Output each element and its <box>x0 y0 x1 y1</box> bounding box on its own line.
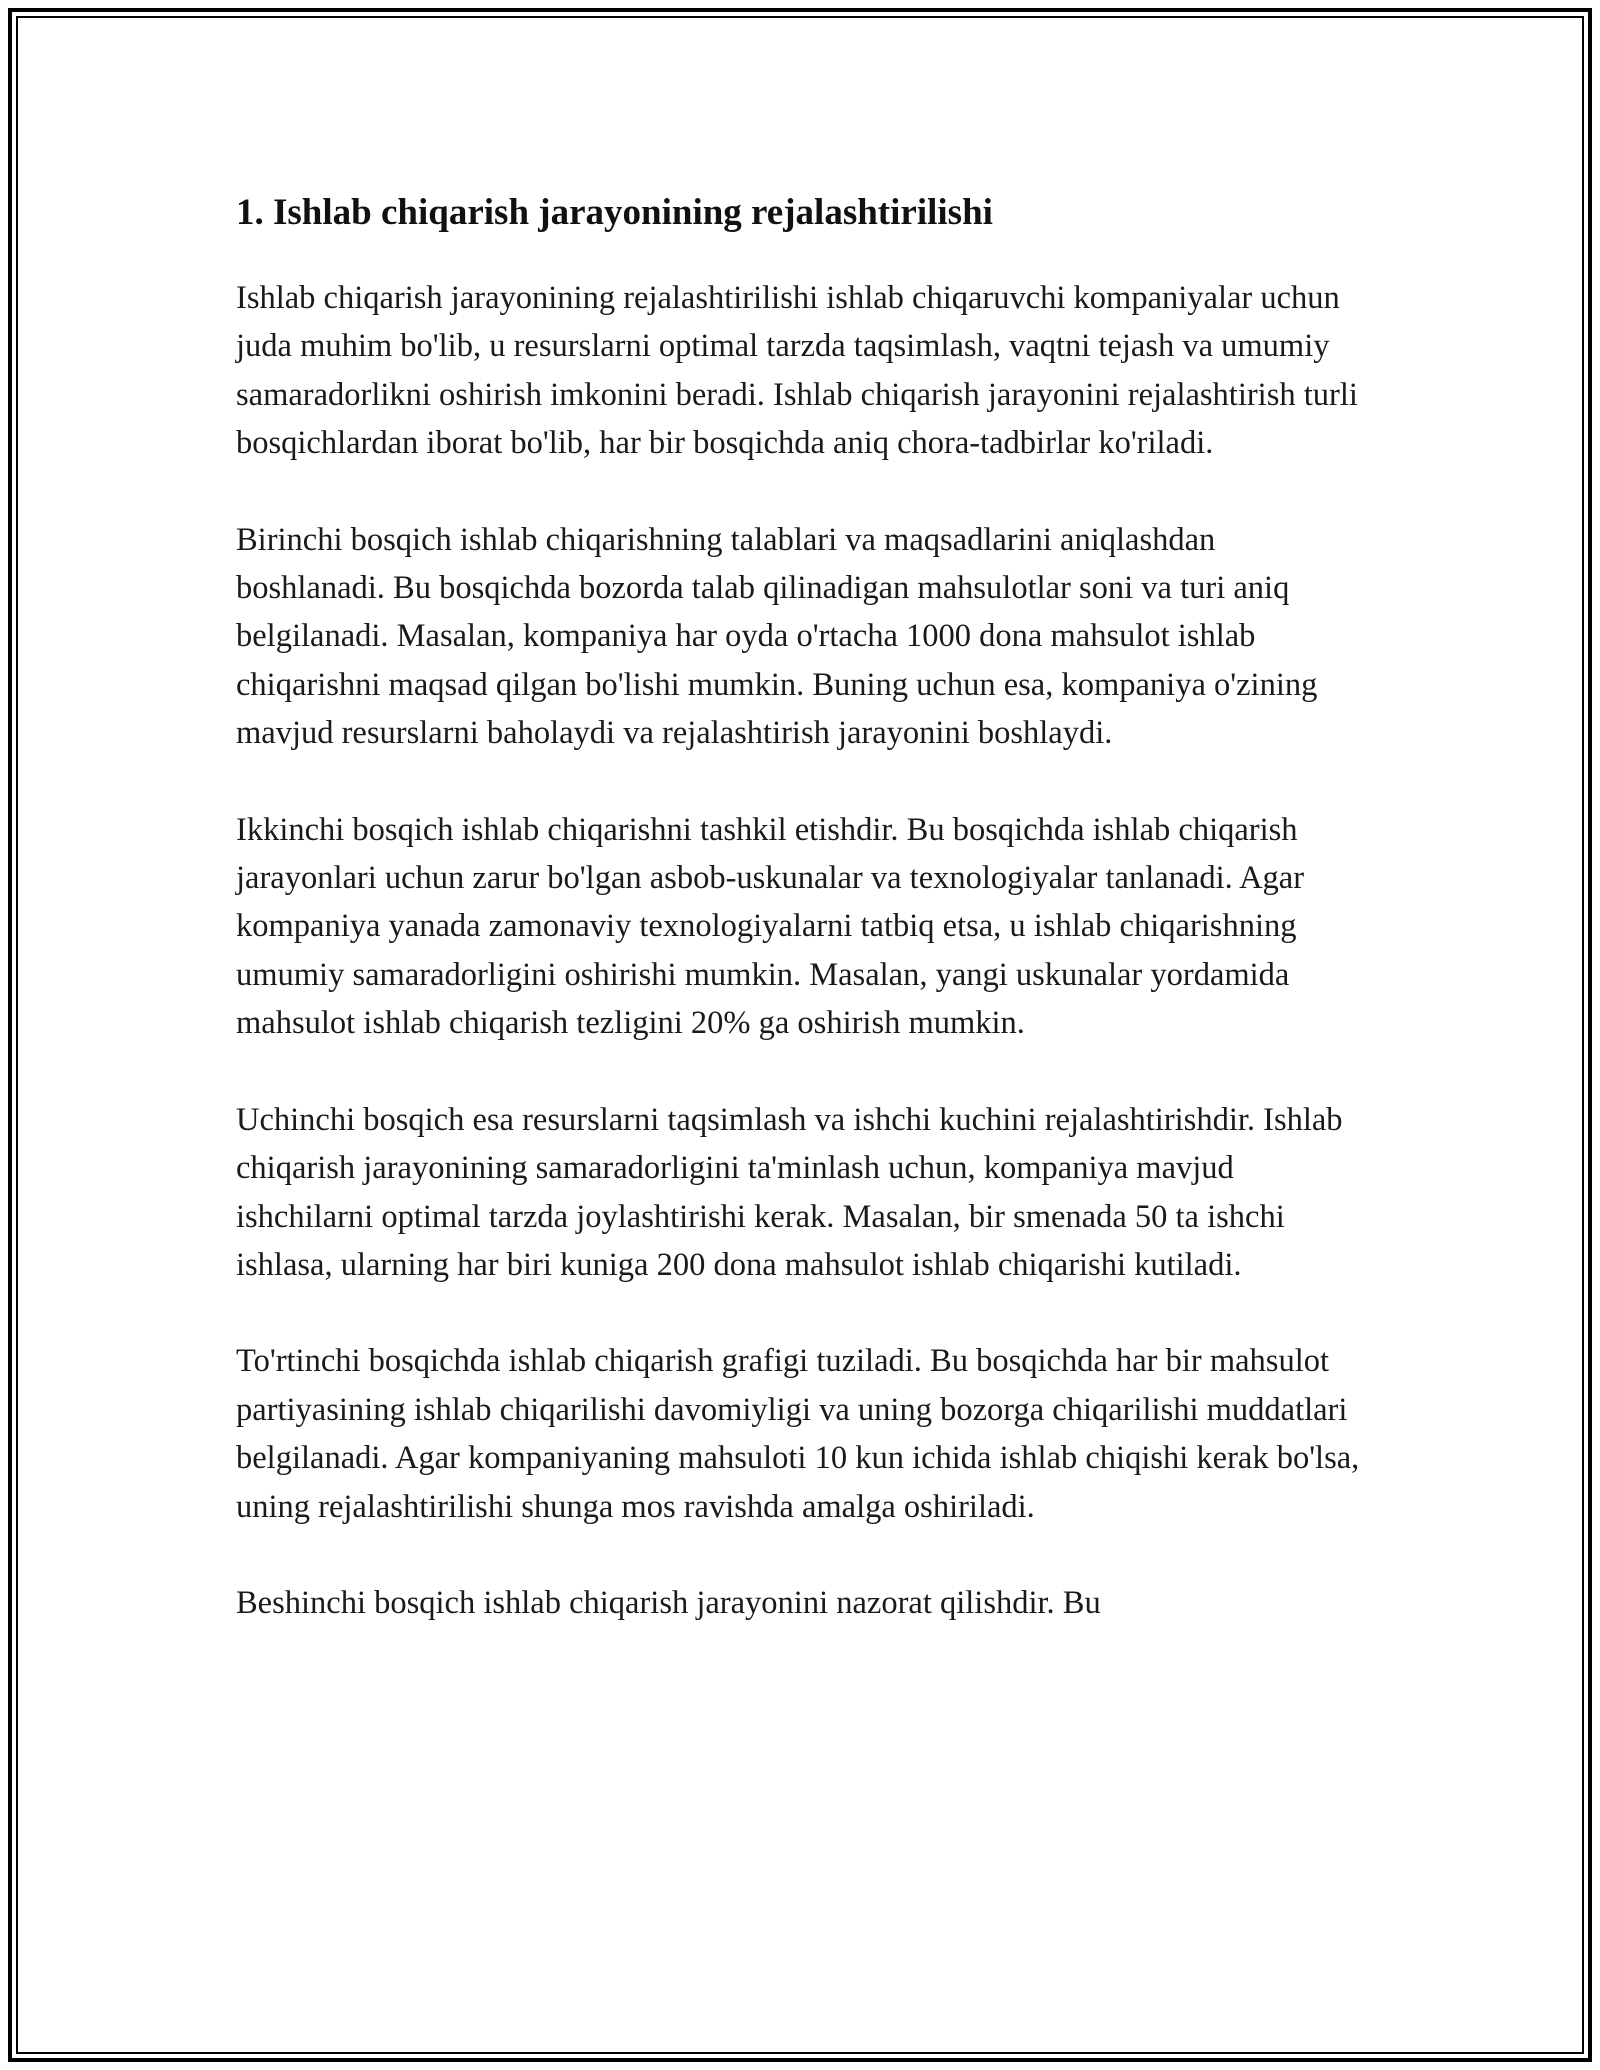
paragraph-stage-2: Ikkinchi bosqich ishlab chiqarishni tashkil etishdir. Bu bosqichda ishlab chiqarish jarayonlari uchun zarur bo'lgan asbob-uskunalar va texnologiyalar tanlanadi. Agar kompaniya yanada zamonaviy texnologiyalarni tatbiq etsa, u ishlab chiqarishning umumiy samaradorligini oshirishi mumkin. Masalan, yangi uskunalar yordamida mahsulot ishlab chiqarish tezligini 20% ga oshirish mumkin. <box>236 811 1305 1042</box>
document-body <box>236 186 1366 1675</box>
paragraph-stage-1: Birinchi bosqich ishlab chiqarishning talablari va maqsadlarini aniqlashdan boshlanadi. Bu bosqichda bozorda talab qilinadigan mahsulotlar soni va turi aniq belgilanadi. Masalan, kompaniya har oyda o'rtacha 1000 dona mahsulot ishlab chiqarishni maqsad qilgan bo'lishi mumkin. Buning uchun esa, kompaniya o'zining mavjud resurslarni baholaydi va rejalashtirish jarayonini boshlaydi. <box>236 521 1318 752</box>
paragraph-intro: Ishlab chiqarish jarayonining rejalashtirilishi ishlab chiqaruvchi kompaniyalar uchun juda muhim bo'lib, u resurslarni optimal tarzda taqsimlash, vaqtni tejash va umumiy samaradorlikni oshirish imkonini beradi. Ishlab chiqarish jarayonini rejalashtirish turli bosqichlardan iborat bo'lib, har bir bosqichda aniq chora-tadbirlar ko'riladi. <box>236 280 1358 462</box>
paragraph-stage-4: To'rtinchi bosqichda ishlab chiqarish grafigi tuziladi. Bu bosqichda har bir mahsulot partiyasining ishlab chiqarilishi davomiyligi va uning bozorga chiqarilishi muddatlari belgilanadi. Agar kompaniyaning mahsuloti 10 kun ichida ishlab chiqishi kerak bo'lsa, uning rejalashtirilishi shunga mos ravishda amalga oshiriladi. <box>236 1343 1360 1525</box>
paragraph-stage-5: Beshinchi bosqich ishlab chiqarish jarayonini nazorat qilishdir. Bu <box>236 1584 1101 1621</box>
paragraph-stage-3: Uchinchi bosqich esa resurslarni taqsimlash va ishchi kuchini rejalashtirishdir. Ishlab chiqarish jarayonining samaradorligini ta'minlash uchun, kompaniya mavjud ishchilarni optimal tarzda joylashtirishi kerak. Masalan, bir smenada 50 ta ishchi ishlasa, ularning har biri kuniga 200 dona mahsulot ishlab chiqarishi kutiladi. <box>236 1101 1343 1283</box>
page-title: 1. Ishlab chiqarish jarayonining rejalashtirilishi <box>236 192 993 233</box>
